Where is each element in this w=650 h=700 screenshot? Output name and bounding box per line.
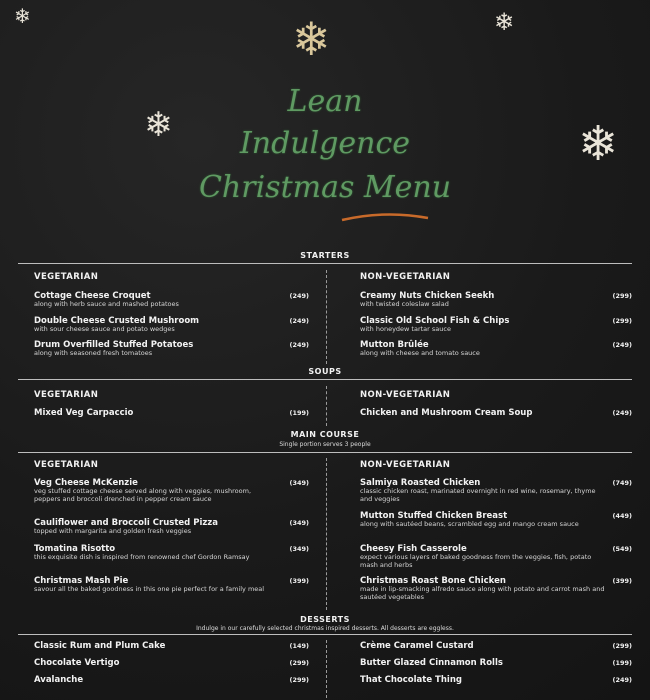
menu-item (34, 675, 309, 685)
item-price: (299) (612, 292, 632, 300)
item-name: Salmiya Roasted Chicken (360, 478, 481, 488)
item-description: topped with margarita and golden fresh veggies (34, 527, 192, 535)
snowflake-icon: ❄ (494, 8, 515, 36)
item-description: along with cheese and tomato sauce (360, 349, 480, 357)
menu-item (34, 316, 309, 334)
starters-nonveg-heading: NON-VEGETARIAN (360, 272, 451, 282)
item-price: (349) (289, 519, 309, 527)
column-divider (326, 270, 327, 364)
item-name: Chocolate Vertigo (34, 658, 120, 668)
item-price: (199) (612, 659, 632, 667)
divider (18, 263, 632, 264)
snowflake-icon: ❄ (578, 116, 619, 172)
item-price: (249) (289, 317, 309, 325)
snowflake-icon: ❄ (292, 12, 331, 66)
item-name: Mutton Stuffed Chicken Breast (360, 511, 508, 521)
snowflake-icon: ❄ (14, 4, 31, 28)
menu-item (34, 544, 309, 562)
menu-title-line-1: Lean (287, 84, 363, 119)
item-name: Tomatina Risotto (34, 544, 116, 554)
item-price: (299) (289, 659, 309, 667)
item-name: Chicken and Mushroom Cream Soup (360, 408, 533, 418)
item-price: (399) (289, 577, 309, 585)
item-description: with sour cheese sauce and potato wedges (34, 325, 175, 333)
item-price: (299) (612, 642, 632, 650)
item-price: (449) (612, 512, 632, 520)
item-description: along with herb sauce and mashed potatoes (34, 300, 179, 308)
menu-item (34, 408, 309, 418)
item-name: Classic Rum and Plum Cake (34, 641, 166, 651)
item-name: Christmas Roast Bone Chicken (360, 576, 506, 586)
section-title-main-course: MAIN COURSE (290, 430, 360, 439)
item-price: (349) (289, 479, 309, 487)
menu-item (360, 408, 632, 418)
menu-item (360, 478, 632, 503)
item-name: Mutton Brûlée (360, 340, 429, 350)
divider (18, 634, 632, 635)
section-title-starters: STARTERS (300, 251, 350, 260)
snowflake-icon: ❄ (144, 105, 173, 145)
menu-item (34, 291, 309, 309)
item-price: (749) (612, 479, 632, 487)
menu-item (34, 641, 309, 651)
menu-item (360, 511, 632, 529)
menu-item (360, 316, 632, 334)
item-description: made in lip-smacking alfredo sauce along with potato and carrot mash and sautéed vegetables (360, 585, 605, 601)
item-name: Avalanche (34, 675, 84, 685)
soups-nonveg-heading: NON-VEGETARIAN (360, 390, 451, 400)
item-price: (249) (612, 409, 632, 417)
item-price: (549) (612, 545, 632, 553)
menu-item (34, 658, 309, 668)
item-description: classic chicken roast, marinated overnight in red wine, rosemary, thyme and veggies (360, 487, 596, 503)
item-price: (149) (289, 642, 309, 650)
menu-item (360, 544, 632, 569)
item-name: Cauliflower and Broccoli Crusted Pizza (34, 518, 218, 528)
menu-item (360, 658, 632, 668)
item-name: Cottage Cheese Croquet (34, 291, 151, 301)
menu-title-line-3: Christmas Menu (198, 170, 452, 205)
item-name: Veg Cheese McKenzie (34, 478, 138, 488)
menu-item (34, 340, 309, 358)
item-name: Classic Old School Fish & Chips (360, 316, 510, 326)
soups-veg-heading: VEGETARIAN (34, 390, 99, 400)
item-price: (299) (289, 676, 309, 684)
item-description: with twisted coleslaw salad (360, 300, 449, 308)
item-description: with honeydew tartar sauce (360, 325, 451, 333)
main-nonveg-heading: NON-VEGETARIAN (360, 460, 451, 470)
menu-item (360, 641, 632, 651)
swoosh-decoration (340, 212, 430, 222)
item-price: (199) (289, 409, 309, 417)
item-price: (249) (612, 676, 632, 684)
divider (18, 379, 632, 380)
item-name: Crème Caramel Custard (360, 641, 474, 651)
item-description: savour all the baked goodness in this one pie perfect for a family meal (34, 585, 265, 593)
item-price: (249) (289, 292, 309, 300)
item-name: Drum Overfilled Stuffed Potatoes (34, 340, 194, 350)
item-name: Cheesy Fish Casserole (360, 544, 467, 554)
item-name: Butter Glazed Cinnamon Rolls (360, 658, 503, 668)
menu-item (34, 478, 309, 503)
item-name: Mixed Veg Carpaccio (34, 408, 134, 418)
item-price: (399) (612, 577, 632, 585)
column-divider (326, 640, 327, 698)
item-description: along with sautéed beans, scrambled egg and mango cream sauce (360, 520, 579, 528)
menu-item (360, 576, 632, 601)
starters-veg-heading: VEGETARIAN (34, 272, 99, 282)
item-price: (349) (289, 545, 309, 553)
menu-item (360, 340, 632, 358)
desserts-subtitle: Indulge in our carefully selected christmas inspired desserts. All desserts are eggless. (196, 625, 454, 632)
main-veg-heading: VEGETARIAN (34, 460, 99, 470)
item-name: That Chocolate Thing (360, 675, 462, 685)
item-description: along with seasoned fresh tomatoes (34, 349, 153, 357)
item-description: expect various layers of baked goodness from the veggies, fish, potato mash and herbs (360, 553, 592, 569)
main-course-subtitle: Single portion serves 3 people (279, 441, 371, 448)
menu-title-line-2: Indulgence (239, 126, 411, 161)
column-divider (326, 386, 327, 426)
menu-item (360, 291, 632, 309)
item-price: (249) (289, 341, 309, 349)
divider (18, 452, 632, 453)
item-name: Double Cheese Crusted Mushroom (34, 316, 200, 326)
item-price: (249) (612, 341, 632, 349)
item-name: Christmas Mash Pie (34, 576, 129, 586)
section-title-desserts: DESSERTS (300, 615, 350, 624)
item-description: veg stuffed cottage cheese served along with veggies, mushroom, peppers and broccoli drenched in pepper cream sauce (34, 487, 252, 503)
menu-item (360, 675, 632, 685)
item-name: Creamy Nuts Chicken Seekh (360, 291, 495, 301)
item-description: this exquisite dish is inspired from renowned chef Gordon Ramsay (34, 553, 250, 561)
menu-item (34, 518, 309, 536)
menu-item (34, 576, 309, 594)
item-price: (299) (612, 317, 632, 325)
section-title-soups: SOUPS (308, 367, 342, 376)
column-divider (326, 458, 327, 610)
